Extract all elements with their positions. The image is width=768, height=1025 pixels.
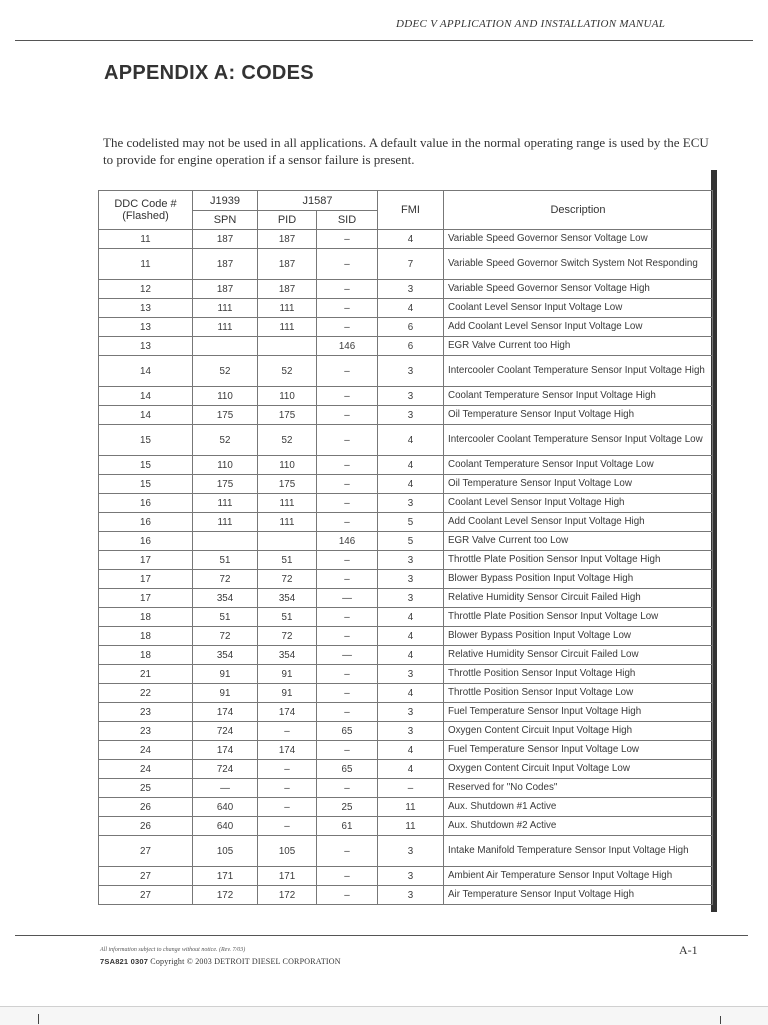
page-number: A-1 <box>679 943 698 957</box>
cell-description: Reserved for "No Codes" <box>444 779 713 798</box>
cell-sid: – <box>317 608 378 627</box>
table-row <box>99 703 713 722</box>
cell-sid: – <box>317 703 378 722</box>
cell-description: EGR Valve Current too High <box>444 337 713 356</box>
cell-spn: 72 <box>193 627 258 646</box>
cell-sid: – <box>317 513 378 532</box>
codes-table-container <box>98 190 713 905</box>
table-row <box>99 249 713 280</box>
table-row <box>99 867 713 886</box>
cell-sid: – <box>317 665 378 684</box>
cell-sid: — <box>317 589 378 608</box>
cell-ddc-code: 15 <box>99 456 193 475</box>
codes-table-body <box>99 230 713 905</box>
cell-description: Intercooler Coolant Temperature Sensor Input Voltage High <box>444 356 713 387</box>
cell-sid: – <box>317 741 378 760</box>
cell-spn: 105 <box>193 836 258 867</box>
header-sid: SID <box>317 211 378 230</box>
cell-description: Throttle Position Sensor Input Voltage High <box>444 665 713 684</box>
cell-sid: 65 <box>317 722 378 741</box>
cell-sid: 146 <box>317 532 378 551</box>
cell-pid: 187 <box>258 249 317 280</box>
cell-fmi: 3 <box>378 551 444 570</box>
header-ddc-code-line1: DDC Code # <box>114 198 177 210</box>
cell-sid: – <box>317 867 378 886</box>
cell-fmi: 4 <box>378 741 444 760</box>
cell-ddc-code: 21 <box>99 665 193 684</box>
cell-ddc-code: 18 <box>99 646 193 665</box>
cell-pid: 111 <box>258 299 317 318</box>
cell-pid: 111 <box>258 494 317 513</box>
table-row <box>99 318 713 337</box>
cell-ddc-code: 23 <box>99 722 193 741</box>
table-row <box>99 798 713 817</box>
cell-description: Coolant Temperature Sensor Input Voltage Low <box>444 456 713 475</box>
cell-spn: 354 <box>193 646 258 665</box>
cell-spn: 187 <box>193 280 258 299</box>
cell-sid: 65 <box>317 760 378 779</box>
cell-pid: 91 <box>258 684 317 703</box>
cell-spn: 187 <box>193 249 258 280</box>
table-row <box>99 406 713 425</box>
copyright-text: Copyright © 2003 DETROIT DIESEL CORPORATION <box>150 957 341 966</box>
cell-description: Variable Speed Governor Sensor Voltage Low <box>444 230 713 249</box>
cell-pid: – <box>258 722 317 741</box>
cell-description: Throttle Plate Position Sensor Input Voltage Low <box>444 608 713 627</box>
table-row <box>99 425 713 456</box>
cell-spn <box>193 337 258 356</box>
cell-ddc-code: 16 <box>99 494 193 513</box>
cell-pid: – <box>258 760 317 779</box>
cell-fmi: 4 <box>378 684 444 703</box>
table-row <box>99 570 713 589</box>
cell-spn: 51 <box>193 608 258 627</box>
table-row <box>99 456 713 475</box>
cell-ddc-code: 26 <box>99 817 193 836</box>
table-row <box>99 280 713 299</box>
cell-ddc-code: 14 <box>99 387 193 406</box>
cell-ddc-code: 24 <box>99 760 193 779</box>
cell-pid: 51 <box>258 608 317 627</box>
cell-description: Coolant Temperature Sensor Input Voltage High <box>444 387 713 406</box>
cell-sid: — <box>317 646 378 665</box>
cell-description: Oxygen Content Circuit Input Voltage High <box>444 722 713 741</box>
cell-spn: 724 <box>193 760 258 779</box>
cell-description: Throttle Plate Position Sensor Input Voltage High <box>444 551 713 570</box>
cell-description: Aux. Shutdown #1 Active <box>444 798 713 817</box>
cell-description: Relative Humidity Sensor Circuit Failed Low <box>444 646 713 665</box>
table-row <box>99 299 713 318</box>
cell-description: Blower Bypass Position Input Voltage High <box>444 570 713 589</box>
cell-spn: 52 <box>193 425 258 456</box>
cell-spn: 111 <box>193 494 258 513</box>
table-header-row <box>99 191 713 211</box>
cell-fmi: 3 <box>378 665 444 684</box>
header-spn: SPN <box>193 211 258 230</box>
cell-ddc-code: 13 <box>99 337 193 356</box>
cell-fmi: 3 <box>378 406 444 425</box>
cell-spn: 110 <box>193 387 258 406</box>
cell-fmi: 3 <box>378 886 444 905</box>
cell-description: Variable Speed Governor Sensor Voltage High <box>444 280 713 299</box>
table-row <box>99 646 713 665</box>
cell-pid: 72 <box>258 570 317 589</box>
cell-sid: 61 <box>317 817 378 836</box>
document-number: 7SA821 0307 <box>100 957 149 966</box>
cell-sid: – <box>317 406 378 425</box>
cell-pid: 187 <box>258 230 317 249</box>
cell-pid: 111 <box>258 513 317 532</box>
cell-fmi: 11 <box>378 817 444 836</box>
cell-sid: – <box>317 475 378 494</box>
table-row <box>99 230 713 249</box>
cell-description: Throttle Position Sensor Input Voltage Low <box>444 684 713 703</box>
cell-sid: – <box>317 356 378 387</box>
cell-fmi: – <box>378 779 444 798</box>
table-row <box>99 337 713 356</box>
header-ddc-code <box>99 191 193 230</box>
cell-fmi: 4 <box>378 456 444 475</box>
cell-fmi: 6 <box>378 337 444 356</box>
cell-spn: 175 <box>193 406 258 425</box>
table-row <box>99 741 713 760</box>
cell-sid: – <box>317 249 378 280</box>
cell-sid: – <box>317 280 378 299</box>
table-row <box>99 627 713 646</box>
table-row <box>99 886 713 905</box>
table-row <box>99 494 713 513</box>
cell-spn: 174 <box>193 703 258 722</box>
intro-paragraph: The codelisted may not be used in all applications. A default value in the normal operating range is used by the ECU to provide for engine operation if a sensor failure is present. <box>103 135 709 167</box>
table-row <box>99 779 713 798</box>
cell-sid: – <box>317 456 378 475</box>
cell-description: Blower Bypass Position Input Voltage Low <box>444 627 713 646</box>
cell-spn: 171 <box>193 867 258 886</box>
cell-ddc-code: 14 <box>99 356 193 387</box>
cell-fmi: 4 <box>378 230 444 249</box>
cell-fmi: 6 <box>378 318 444 337</box>
cell-ddc-code: 17 <box>99 570 193 589</box>
cell-spn <box>193 532 258 551</box>
table-row <box>99 608 713 627</box>
cell-spn: 172 <box>193 886 258 905</box>
cell-description: Add Coolant Level Sensor Input Voltage Low <box>444 318 713 337</box>
footer-copyright-line <box>100 957 341 966</box>
cell-pid: 110 <box>258 456 317 475</box>
cell-spn: 187 <box>193 230 258 249</box>
cell-ddc-code: 16 <box>99 513 193 532</box>
cell-fmi: 3 <box>378 387 444 406</box>
cell-description: Fuel Temperature Sensor Input Voltage Low <box>444 741 713 760</box>
cell-ddc-code: 27 <box>99 836 193 867</box>
cell-sid: – <box>317 684 378 703</box>
codes-table <box>98 190 713 905</box>
cell-spn: 111 <box>193 299 258 318</box>
table-row <box>99 551 713 570</box>
table-row <box>99 475 713 494</box>
cell-pid: 187 <box>258 280 317 299</box>
cell-description: Add Coolant Level Sensor Input Voltage High <box>444 513 713 532</box>
cell-pid: 52 <box>258 356 317 387</box>
cell-ddc-code: 13 <box>99 299 193 318</box>
cell-spn: 72 <box>193 570 258 589</box>
cell-spn: 52 <box>193 356 258 387</box>
cell-sid: 146 <box>317 337 378 356</box>
header-divider <box>15 40 753 41</box>
cell-fmi: 3 <box>378 836 444 867</box>
cell-fmi: 4 <box>378 299 444 318</box>
cell-pid: – <box>258 779 317 798</box>
cell-description: Oil Temperature Sensor Input Voltage High <box>444 406 713 425</box>
table-row <box>99 836 713 867</box>
cell-fmi: 3 <box>378 589 444 608</box>
cell-ddc-code: 11 <box>99 249 193 280</box>
cell-spn: 640 <box>193 817 258 836</box>
cell-pid: 174 <box>258 703 317 722</box>
cell-ddc-code: 26 <box>99 798 193 817</box>
table-row <box>99 760 713 779</box>
scan-mark-left <box>38 1014 39 1024</box>
table-row <box>99 513 713 532</box>
cell-description: Relative Humidity Sensor Circuit Failed High <box>444 589 713 608</box>
cell-fmi: 5 <box>378 532 444 551</box>
cell-sid: – <box>317 318 378 337</box>
cell-description: Oil Temperature Sensor Input Voltage Low <box>444 475 713 494</box>
cell-sid: – <box>317 551 378 570</box>
cell-pid: – <box>258 817 317 836</box>
cell-sid: – <box>317 387 378 406</box>
cell-ddc-code: 16 <box>99 532 193 551</box>
scan-mark-right <box>720 1016 721 1024</box>
cell-pid <box>258 337 317 356</box>
cell-pid: 174 <box>258 741 317 760</box>
cell-ddc-code: 15 <box>99 425 193 456</box>
cell-description: Air Temperature Sensor Input Voltage High <box>444 886 713 905</box>
cell-ddc-code: 27 <box>99 886 193 905</box>
cell-description: Fuel Temperature Sensor Input Voltage High <box>444 703 713 722</box>
cell-ddc-code: 27 <box>99 867 193 886</box>
cell-fmi: 7 <box>378 249 444 280</box>
cell-pid: – <box>258 798 317 817</box>
cell-ddc-code: 23 <box>99 703 193 722</box>
cell-sid: – <box>317 836 378 867</box>
cell-fmi: 4 <box>378 475 444 494</box>
cell-spn: 724 <box>193 722 258 741</box>
cell-spn: — <box>193 779 258 798</box>
cell-fmi: 3 <box>378 570 444 589</box>
table-row <box>99 532 713 551</box>
scan-bottom-strip <box>0 1006 768 1025</box>
cell-spn: 175 <box>193 475 258 494</box>
cell-ddc-code: 13 <box>99 318 193 337</box>
cell-sid: – <box>317 886 378 905</box>
table-row <box>99 722 713 741</box>
cell-fmi: 4 <box>378 646 444 665</box>
header-description: Description <box>444 191 713 230</box>
cell-ddc-code: 12 <box>99 280 193 299</box>
cell-fmi: 5 <box>378 513 444 532</box>
cell-description: Ambient Air Temperature Sensor Input Voltage High <box>444 867 713 886</box>
cell-sid: – <box>317 230 378 249</box>
cell-pid: 111 <box>258 318 317 337</box>
table-row <box>99 684 713 703</box>
cell-spn: 111 <box>193 318 258 337</box>
running-header: DDEC V APPLICATION AND INSTALLATION MANUAL <box>396 18 666 30</box>
cell-spn: 174 <box>193 741 258 760</box>
page-title: APPENDIX A: CODES <box>104 62 314 84</box>
header-j1939: J1939 <box>193 191 258 211</box>
cell-pid: 354 <box>258 646 317 665</box>
cell-fmi: 3 <box>378 494 444 513</box>
cell-pid: 175 <box>258 475 317 494</box>
cell-ddc-code: 11 <box>99 230 193 249</box>
header-j1587: J1587 <box>258 191 378 211</box>
cell-sid: – <box>317 299 378 318</box>
cell-description: Oxygen Content Circuit Input Voltage Low <box>444 760 713 779</box>
cell-sid: – <box>317 570 378 589</box>
cell-description: Aux. Shutdown #2 Active <box>444 817 713 836</box>
cell-ddc-code: 17 <box>99 589 193 608</box>
cell-fmi: 4 <box>378 425 444 456</box>
cell-ddc-code: 14 <box>99 406 193 425</box>
header-pid: PID <box>258 211 317 230</box>
cell-description: Coolant Level Sensor Input Voltage High <box>444 494 713 513</box>
cell-description: Intake Manifold Temperature Sensor Input Voltage High <box>444 836 713 867</box>
table-row <box>99 665 713 684</box>
table-row <box>99 589 713 608</box>
cell-spn: 91 <box>193 665 258 684</box>
cell-sid: – <box>317 779 378 798</box>
header-fmi: FMI <box>378 191 444 230</box>
cell-pid: 52 <box>258 425 317 456</box>
cell-pid: 172 <box>258 886 317 905</box>
cell-pid: 171 <box>258 867 317 886</box>
cell-pid: 91 <box>258 665 317 684</box>
table-row <box>99 387 713 406</box>
cell-spn: 91 <box>193 684 258 703</box>
cell-fmi: 3 <box>378 867 444 886</box>
cell-spn: 640 <box>193 798 258 817</box>
table-row <box>99 817 713 836</box>
footer-notice: All information subject to change without notice. (Rev. 7/03) <box>100 947 246 953</box>
cell-description: EGR Valve Current too Low <box>444 532 713 551</box>
cell-description: Intercooler Coolant Temperature Sensor Input Voltage Low <box>444 425 713 456</box>
cell-sid: – <box>317 425 378 456</box>
header-ddc-code-line2: (Flashed) <box>122 210 169 222</box>
footer-divider <box>15 935 748 936</box>
cell-fmi: 4 <box>378 627 444 646</box>
cell-fmi: 3 <box>378 703 444 722</box>
cell-ddc-code: 24 <box>99 741 193 760</box>
cell-spn: 354 <box>193 589 258 608</box>
cell-fmi: 4 <box>378 760 444 779</box>
cell-description: Coolant Level Sensor Input Voltage Low <box>444 299 713 318</box>
cell-pid: 51 <box>258 551 317 570</box>
cell-fmi: 3 <box>378 722 444 741</box>
cell-sid: 25 <box>317 798 378 817</box>
cell-description: Variable Speed Governor Switch System Not Responding <box>444 249 713 280</box>
cell-pid: 175 <box>258 406 317 425</box>
cell-spn: 111 <box>193 513 258 532</box>
cell-ddc-code: 15 <box>99 475 193 494</box>
cell-ddc-code: 17 <box>99 551 193 570</box>
cell-ddc-code: 18 <box>99 608 193 627</box>
cell-pid: 354 <box>258 589 317 608</box>
cell-spn: 51 <box>193 551 258 570</box>
cell-sid: – <box>317 494 378 513</box>
cell-fmi: 11 <box>378 798 444 817</box>
cell-ddc-code: 22 <box>99 684 193 703</box>
cell-pid <box>258 532 317 551</box>
cell-pid: 72 <box>258 627 317 646</box>
table-row <box>99 356 713 387</box>
cell-fmi: 4 <box>378 608 444 627</box>
cell-ddc-code: 25 <box>99 779 193 798</box>
cell-sid: – <box>317 627 378 646</box>
cell-spn: 110 <box>193 456 258 475</box>
cell-pid: 105 <box>258 836 317 867</box>
cell-pid: 110 <box>258 387 317 406</box>
cell-fmi: 3 <box>378 280 444 299</box>
cell-ddc-code: 18 <box>99 627 193 646</box>
cell-fmi: 3 <box>378 356 444 387</box>
